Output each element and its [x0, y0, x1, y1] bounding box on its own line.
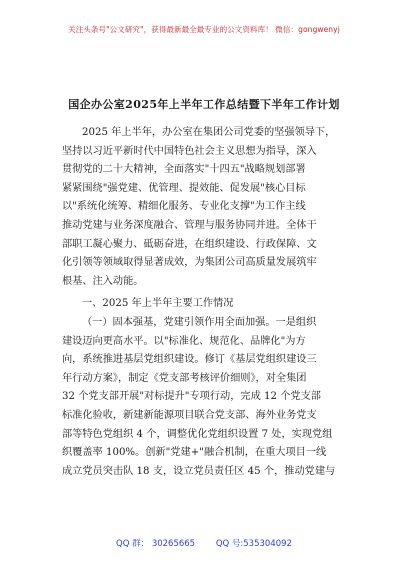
paragraph-line: 织覆盖率 100%。创新"党建+"融合机制，在重大项目一线 [62, 447, 327, 459]
contact-footer [0, 537, 408, 549]
paragraph-line: 化引领等领域取得显著成效，为集团公司高质量发展筑牢 [62, 257, 317, 269]
qq-group-label: QQ 群： 30265665 [116, 539, 196, 549]
paragraph-line: 推动党建与业务深度融合、管理与服务协同并进。全体干 [62, 219, 317, 231]
paragraph-line: 坚持以习近平新时代中国特色社会主义思想为指导，深入 [62, 145, 317, 157]
qq-number-label: QQ 号:535304092 [215, 539, 292, 549]
paragraph-line: 以"系统化统筹、精细化服务、专业化支撑"为工作主线 [62, 201, 306, 213]
paragraph-line: 贯彻党的二十大精神，全面落实"十四五"战略规划部署 [62, 164, 306, 176]
paragraph-line: 部等特色党组织 4 个，调整优化党组织设置 7 处，实现党组 [62, 428, 333, 440]
paragraph-line: 向，系统推进基层党组织建设。修订《基层党组织建设三 [62, 354, 317, 366]
paragraph-line: 2025 年上半年，办公室在集团公司党委的坚强领导下， [82, 127, 336, 138]
document-body [62, 124, 350, 481]
document-title: 国企办公室2025年上半年工作总结暨下半年工作计划 [68, 98, 340, 111]
paragraph-line: 年行动方案》，制定《党支部考核评价细则》，对全集团 [62, 372, 307, 384]
paragraph-line: 紧紧围绕"强党建、优管理、提效能、促发展"核心目标 [62, 182, 306, 194]
paragraph-line: 根基、注入动能。 [62, 275, 144, 287]
paragraph-line: 建设迈向更高水平。以"标准化、规范化、品牌化"为方 [62, 335, 306, 347]
paragraph-line: 成立党员突击队 18 支，设立党员责任区 45 个，推动党建与 [62, 465, 336, 477]
paragraph-line: 部职工凝心聚力、砥砺奋进，在组织建设、行政保障、文 [62, 238, 317, 250]
paragraph-line: 标准化验收，新建新能源项目联合党支部、海外业务党支 [62, 409, 317, 421]
paragraph-line: 32 个党支部开展"对标提升"专项行动，完成 12 个党支部 [62, 391, 321, 403]
paragraph-line: （一）固本强基，党建引领作用全面加强。一是组织 [82, 316, 317, 328]
section-heading: 一、2025 年上半年主要工作情况 [82, 298, 234, 310]
promo-banner: 关注头条号"公文研究"，获得最新最全最专业的公文资料库！ 微信：gongwenyj [68, 25, 340, 34]
